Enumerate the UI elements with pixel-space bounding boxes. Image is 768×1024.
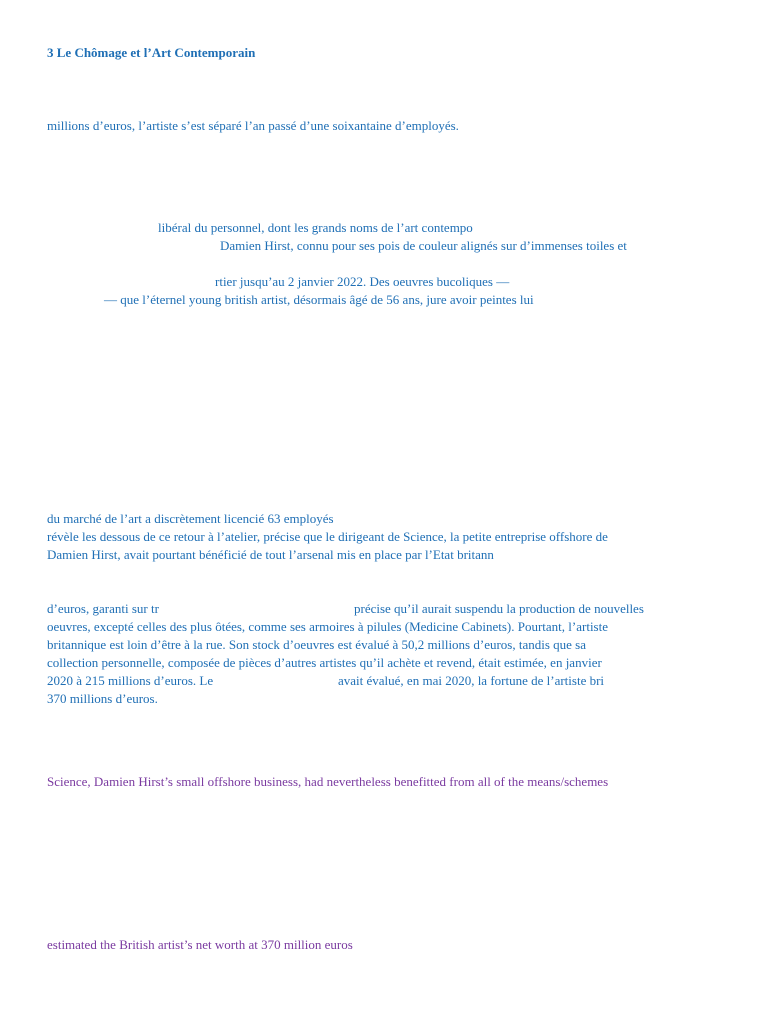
- paragraph-3-line-3: Damien Hirst, avait pourtant bénéficié de tout l’arsenal mis en place par l’Etat britann: [47, 547, 494, 562]
- paragraph-2-line-4: — que l’éternel young british artist, désormais âgé de 56 ans, jure avoir peintes lui: [104, 292, 534, 307]
- paragraph-4-line-5b: avait évalué, en mai 2020, la fortune de l’artiste bri: [338, 673, 605, 688]
- paragraph-1-line-1: millions d’euros, l’artiste s’est séparé l’an passé d’une soixantaine d’employés.: [47, 118, 459, 133]
- paragraph-2-line-2: Damien Hirst, connu pour ses pois de couleur alignés sur d’immenses toiles et: [220, 238, 627, 253]
- paragraph-4-line-4: collection personnelle, composée de pièces d’autres artistes qu’il achète et revend, était estimée, en janvier: [47, 655, 602, 670]
- section-heading: 3 Le Chômage et l’Art Contemporain: [47, 45, 256, 60]
- paragraph-4-line-5a: 2020 à 215 millions d’euros. Le: [47, 673, 214, 688]
- paragraph-4-line-1a: d’euros, garanti sur tr: [47, 601, 159, 616]
- paragraph-4-line-1b: précise qu’il aurait suspendu la production de nouvelles: [354, 601, 644, 616]
- paragraph-2-line-3: rtier jusqu’au 2 janvier 2022. Des oeuvres bucoliques —: [215, 274, 510, 289]
- paragraph-4-line-3: britannique est loin d’être à la rue. Son stock d’oeuvres est évalué à 50,2 millions d’euros, tandis que sa: [47, 637, 586, 652]
- paragraph-2-line-1: libéral du personnel, dont les grands noms de l’art contempo: [158, 220, 473, 235]
- paragraph-4-line-2: oeuvres, excepté celles des plus ôtées, comme ses armoires à pilules (Medicine Cabinets). Pourtant, l’artiste: [47, 619, 608, 634]
- paragraph-3-line-2: révèle les dessous de ce retour à l’atelier, précise que le dirigeant de Science, la petite entreprise offshore de: [47, 529, 608, 544]
- paragraph-3-line-1: du marché de l’art a discrètement licencié 63 employés: [47, 511, 334, 526]
- paragraph-4-line-6: 370 millions d’euros.: [47, 691, 158, 706]
- english-translation-2: estimated the British artist’s net worth at 370 million euros: [47, 937, 353, 952]
- english-translation-1: Science, Damien Hirst’s small offshore business, had nevertheless benefitted from all of the means/schemes: [47, 774, 609, 789]
